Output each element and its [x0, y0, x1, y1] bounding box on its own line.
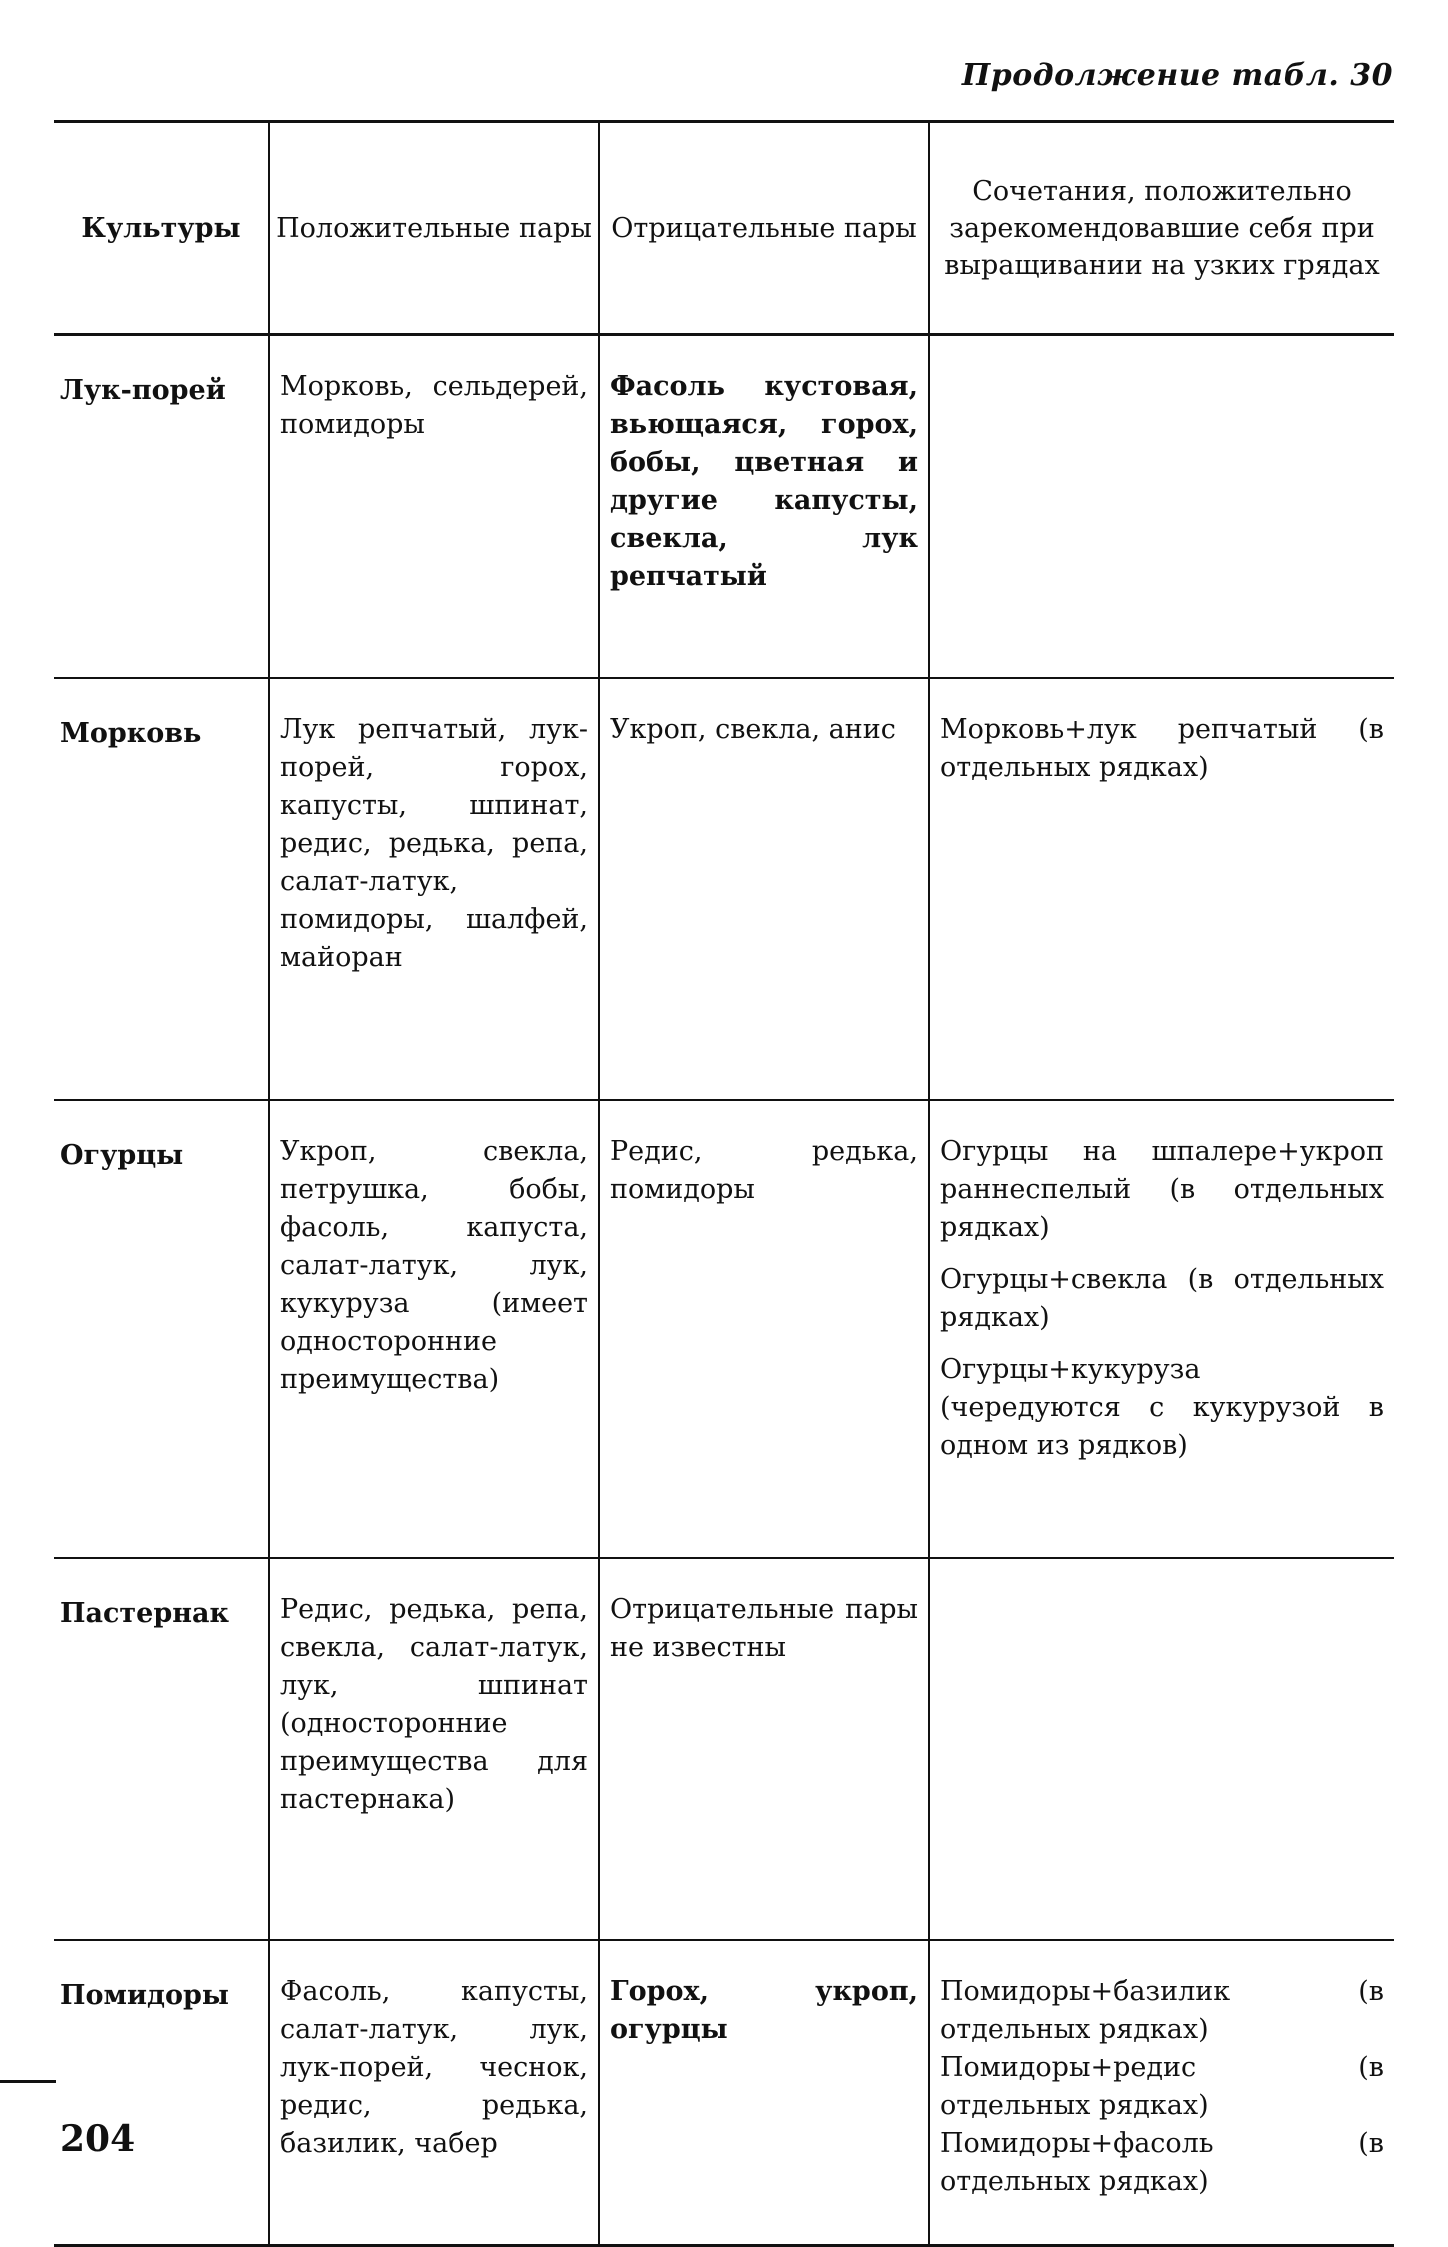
combinations-cell: [929, 1100, 1394, 1558]
table-continuation-caption: Продолжение табл. 30: [961, 58, 1393, 93]
crop-name: Помидоры: [54, 1940, 269, 2246]
combination-entry: Морковь+лук репчатый (в отдельных рядках): [940, 714, 1384, 783]
crop-name: Морковь: [54, 678, 269, 1100]
combinations-cell: [929, 678, 1394, 1100]
negative-pairs-cell: Горох, укроп, огурцы: [599, 1940, 929, 2246]
combinations-cell: [929, 1940, 1394, 2246]
table-row: [54, 678, 1394, 1100]
crop-name: Пастернак: [54, 1558, 269, 1940]
table-row: [54, 335, 1394, 679]
crop-name: Огурцы: [54, 1100, 269, 1558]
combination-entry: Огурцы+кукуруза (чередуются с кукурузой в одном из рядков): [940, 1354, 1384, 1461]
combination-entry: Огурцы на шпалере+укроп раннеспелый (в отдельных рядках): [940, 1136, 1384, 1243]
negative-pairs-cell: Отрицательные пары не известны: [599, 1558, 929, 1940]
table-header-row: [54, 122, 1394, 335]
header-crop: Культуры: [54, 122, 269, 335]
negative-pairs-cell: Фасоль кустовая, вьющаяся, горох, бобы, цветная и другие капусты, свекла, лук репчатый: [599, 335, 929, 679]
combination-entry: Огурцы+свекла (в отдельных рядках): [940, 1264, 1384, 1333]
table-row: [54, 1100, 1394, 1558]
table-row: [54, 1558, 1394, 1940]
combination-entry: Помидоры+фасоль (в отдельных рядках): [940, 2128, 1384, 2197]
positive-pairs-cell: Лук репчатый, лук-порей, горох, капусты, шпинат, редис, редька, репа, салат-латук, помидоры, шалфей, майоран: [269, 678, 599, 1100]
negative-pairs-cell: Редис, редька, помидоры: [599, 1100, 929, 1558]
positive-pairs-cell: Укроп, свекла, петрушка, бобы, фасоль, капуста, салат-латук, лук, кукуруза (имеет односторонние преимущества): [269, 1100, 599, 1558]
crop-compatibility-table: [54, 120, 1394, 2247]
header-negative-pairs: Отрицательные пары: [599, 122, 929, 335]
crop-name: Лук-порей: [54, 335, 269, 679]
positive-pairs-cell: Фасоль, капусты, салат-латук, лук, лук-порей, чеснок, редис, редька, базилик, чабер: [269, 1940, 599, 2246]
header-combinations: Сочетания, положительно зарекомендовавшие себя при выращивании на узких грядах: [929, 122, 1394, 335]
page-rule: [0, 2080, 56, 2083]
header-positive-pairs: Положительные пары: [269, 122, 599, 335]
combinations-cell: [929, 335, 1394, 679]
combination-entry: Помидоры+редис (в отдельных рядках): [940, 2052, 1384, 2121]
positive-pairs-cell: Редис, редька, репа, свекла, салат-латук, лук, шпинат (односторонние преимущества для пастернака): [269, 1558, 599, 1940]
table-row: [54, 1940, 1394, 2246]
page-number: 204: [60, 2118, 136, 2160]
combinations-cell: [929, 1558, 1394, 1940]
negative-pairs-cell: Укроп, свекла, анис: [599, 678, 929, 1100]
positive-pairs-cell: Морковь, сельдерей, помидоры: [269, 335, 599, 679]
combination-entry: Помидоры+базилик (в отдельных рядках): [940, 1976, 1384, 2045]
